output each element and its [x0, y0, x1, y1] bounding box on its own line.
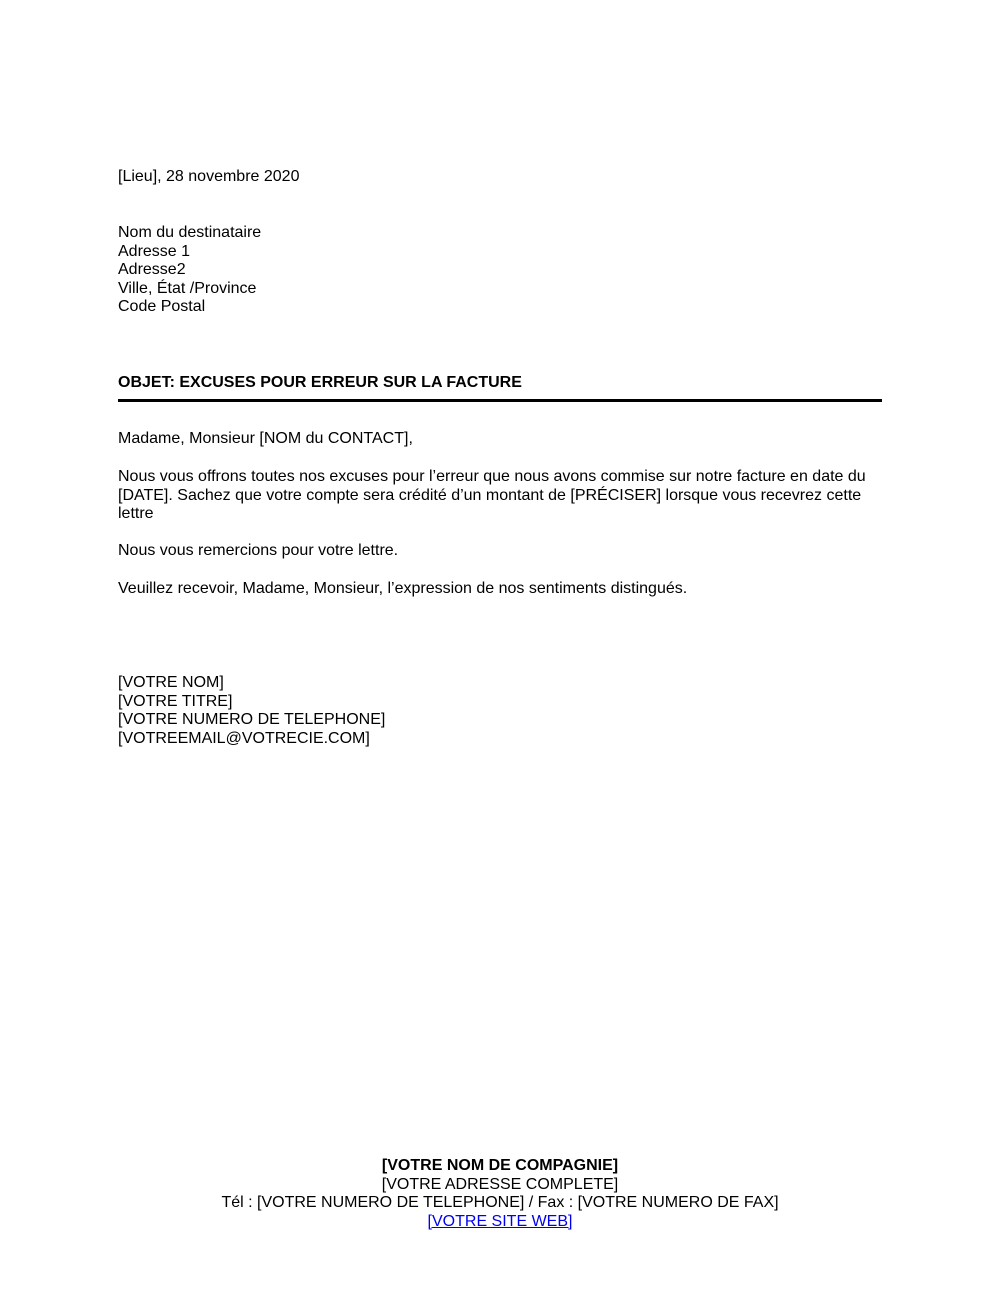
letterhead-footer	[0, 1157, 1000, 1231]
date-line	[118, 168, 882, 187]
body-paragraph-1: Nous vous offrons toutes nos excuses pour l’erreur que nous avons commise sur notre facture en date du [DATE]. Sachez que votre compte sera crédité d’un montant de [PRÉCISER] lorsque vous recevrez cette lettre	[118, 468, 866, 523]
recipient-postal: Code Postal	[118, 298, 206, 316]
signature-name: [VOTRE NOM]	[118, 674, 224, 691]
closing-paragraph-text: Veuillez recevoir, Madame, Monsieur, l’expression de nos sentiments distingués.	[118, 580, 688, 597]
signature-phone: [VOTRE NUMERO DE TELEPHONE]	[118, 711, 386, 729]
recipient-name: Nom du destinataire	[118, 224, 262, 241]
subject-line	[118, 374, 882, 393]
subject-divider	[118, 399, 882, 402]
recipient-address1: Adresse 1	[118, 242, 191, 260]
signature-title: [VOTRE TITRE]	[118, 692, 233, 710]
recipient-city: Ville, État /Province	[118, 279, 257, 297]
date-text: [Lieu], 28 novembre 2020	[118, 168, 300, 185]
closing-paragraph	[118, 580, 882, 599]
body-paragraph-2-text: Nous vous remercions pour votre lettre.	[118, 542, 399, 559]
footer-website-link[interactable]: [VOTRE SITE WEB]	[427, 1212, 573, 1230]
recipient-address	[118, 224, 882, 317]
footer-company-name: [VOTRE NOM DE COMPAGNIE]	[381, 1157, 619, 1174]
body-paragraph-2	[118, 542, 882, 561]
salutation-text: Madame, Monsieur [NOM du CONTACT],	[118, 430, 413, 447]
signature-block	[118, 674, 882, 748]
salutation	[118, 430, 882, 449]
subject-text: OBJET: EXCUSES POUR ERREUR SUR LA FACTURE	[118, 374, 522, 391]
signature-email: [VOTREEMAIL@VOTRECIE.COM]	[118, 729, 370, 747]
footer-address: [VOTRE ADRESSE COMPLETE]	[381, 1175, 619, 1193]
recipient-address2: Adresse2	[118, 261, 186, 279]
footer-contact: Tél : [VOTRE NUMERO DE TELEPHONE] / Fax : [VOTRE NUMERO DE FAX]	[221, 1194, 779, 1212]
